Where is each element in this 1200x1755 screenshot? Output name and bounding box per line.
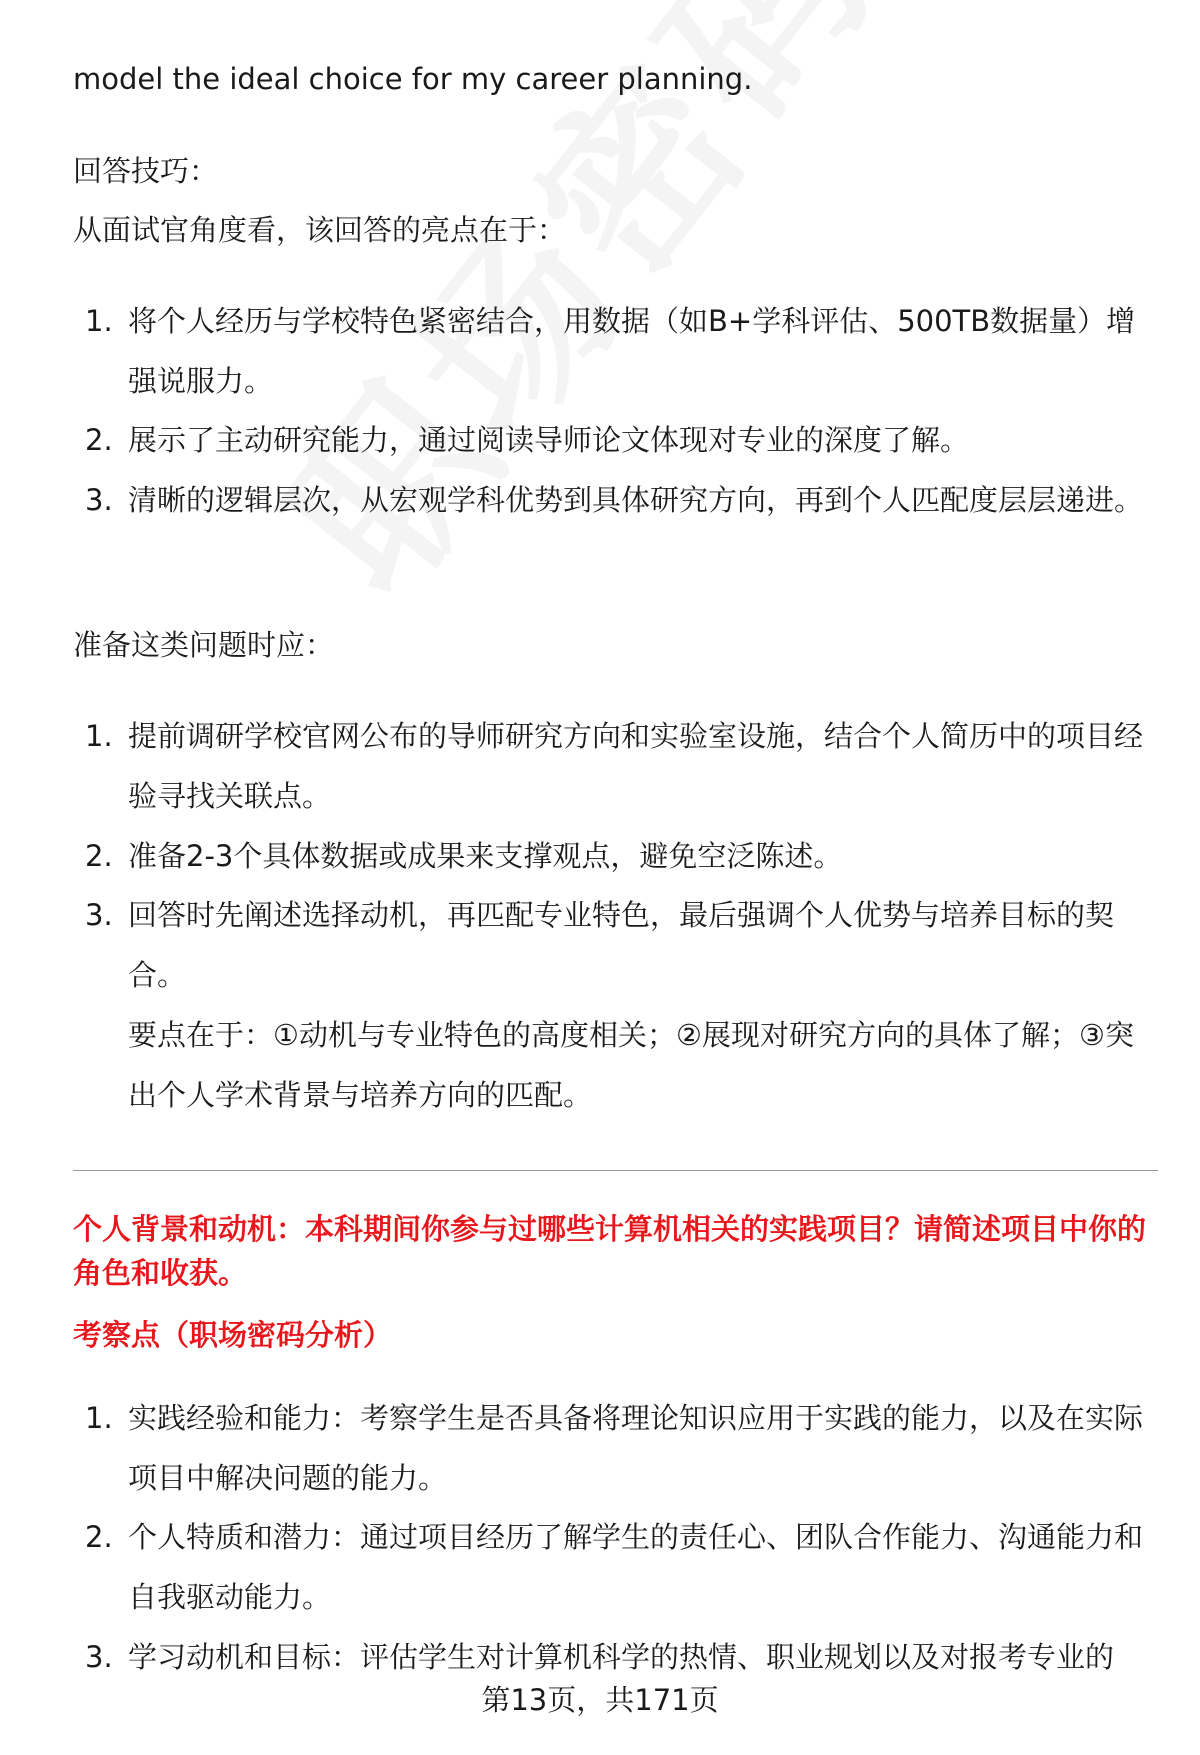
- list-item-text: 实践经验和能力：考察学生是否具备将理论知识应用于实践的能力，以及在实际项目中解决问题的能力。: [128, 1401, 1144, 1495]
- prep-label: 准备这类问题时应：: [73, 628, 335, 662]
- section-divider: [73, 1170, 1158, 1171]
- list-number: 3.: [85, 898, 113, 932]
- list-number: 2.: [85, 1520, 113, 1554]
- page-footer: 第13页，共171页: [481, 1683, 719, 1717]
- list-item-text: 个人特质和潜力：通过项目经历了解学生的责任心、团队合作能力、沟通能力和自我驱动能力。: [128, 1520, 1144, 1614]
- tips-label: 回答技巧：: [73, 154, 219, 188]
- list-item-text: 将个人经历与学校特色紧密结合，用数据（如B+学科评估、500TB数据量）增强说服力。: [128, 304, 1136, 398]
- list-item-text: 展示了主动研究能力，通过阅读导师论文体现对专业的深度了解。: [128, 423, 970, 457]
- list-item-text: 准备2-3个具体数据或成果来支撑观点，避免空泛陈述。: [128, 839, 843, 873]
- list-number: 3.: [85, 1640, 113, 1674]
- tips-intro: 从面试官角度看，该回答的亮点在于：: [73, 213, 567, 247]
- list-number: 1.: [85, 719, 113, 753]
- continued-text-line: model the ideal choice for my career planning.: [73, 62, 753, 96]
- list-number: 2.: [85, 423, 113, 457]
- question-heading: 个人背景和动机：本科期间你参与过哪些计算机相关的实践项目？请简述项目中你的角色和收获。: [73, 1212, 1147, 1290]
- list-item-text: 清晰的逻辑层次，从宏观学科优势到具体研究方向，再到个人匹配度层层递进。: [128, 483, 1144, 517]
- list-number: 2.: [85, 839, 113, 873]
- list-item-text: 学习动机和目标：评估学生对计算机科学的热情、职业规划以及对报考专业的: [128, 1640, 1115, 1674]
- list-item-text: 回答时先阐述选择动机，再匹配专业特色，最后强调个人优势与培养目标的契合。: [128, 898, 1115, 992]
- list-item-text: 提前调研学校官网公布的导师研究方向和实验室设施，结合个人简历中的项目经验寻找关联点。: [128, 719, 1144, 813]
- list-number: 3.: [85, 483, 113, 517]
- list-number: 1.: [85, 304, 113, 338]
- key-points-text: 要点在于：①动机与专业特色的高度相关；②展现对研究方向的具体了解；③突出个人学术背景与培养方向的匹配。: [128, 1018, 1134, 1112]
- assessment-label: 考察点（职场密码分析）: [73, 1318, 393, 1352]
- list-number: 1.: [85, 1401, 113, 1435]
